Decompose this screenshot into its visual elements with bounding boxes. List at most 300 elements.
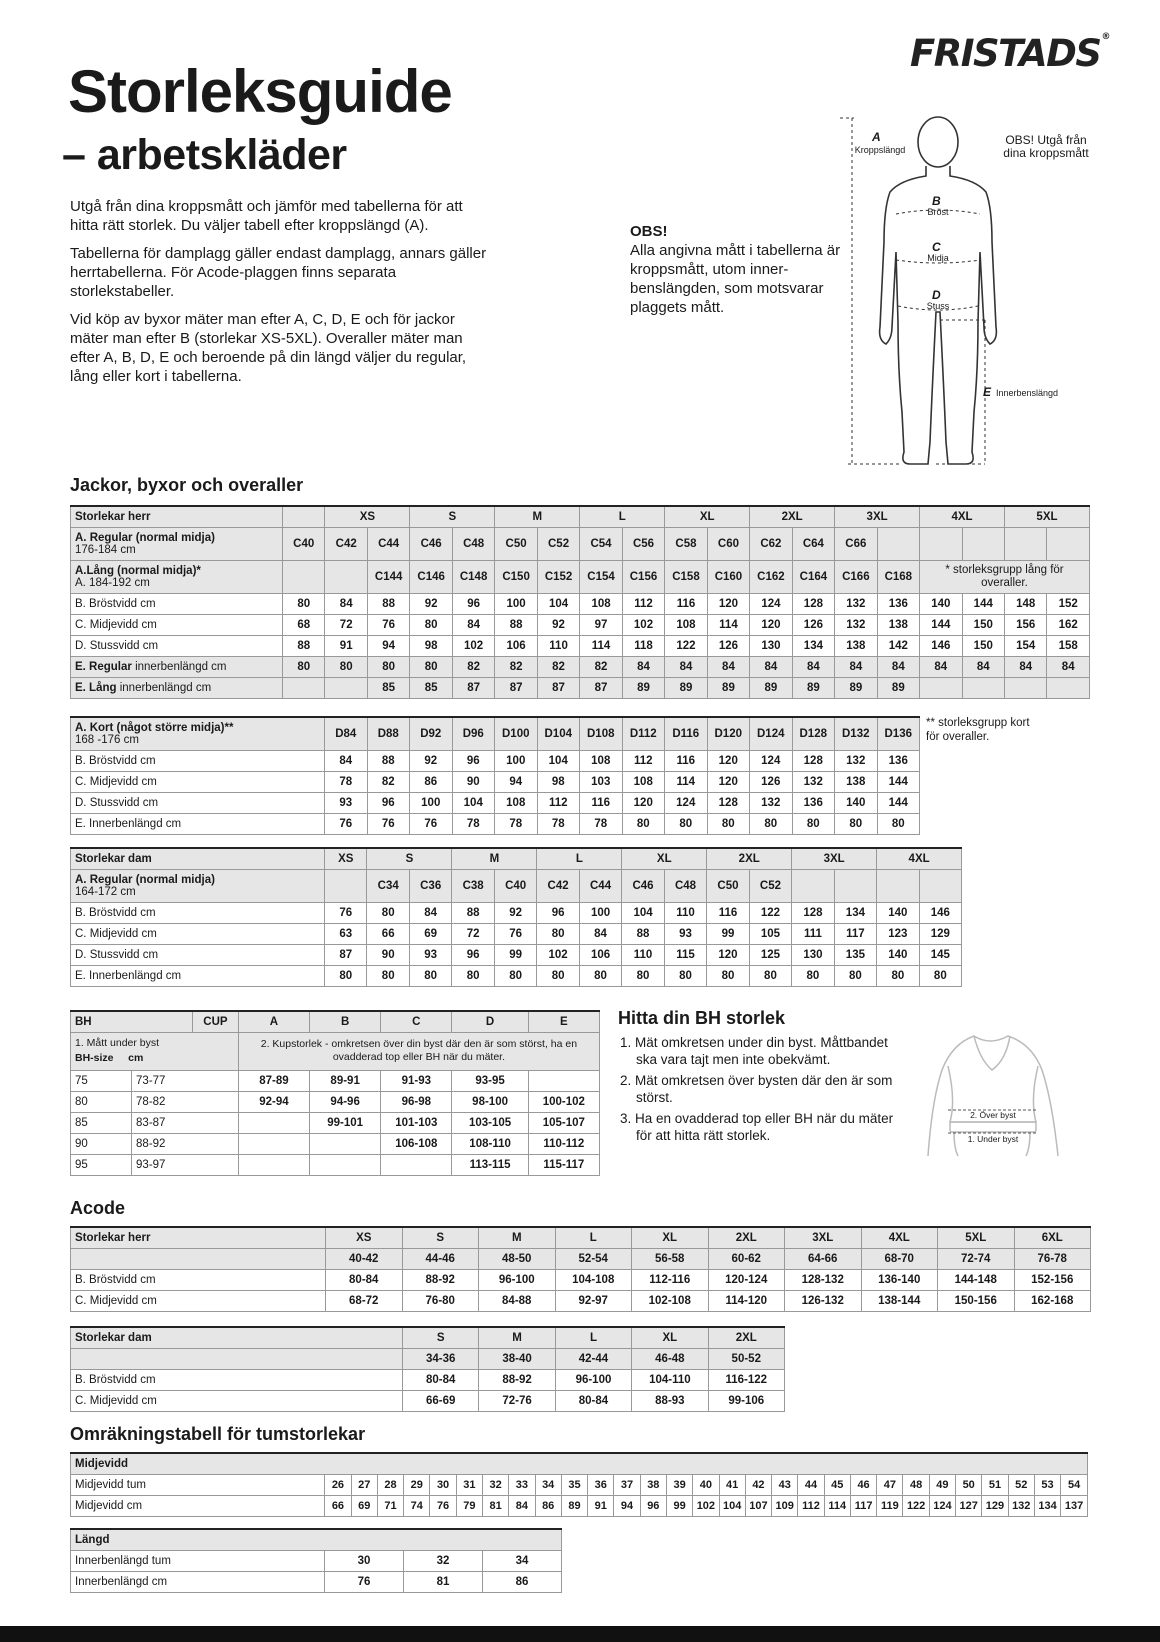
value-cell: 84 xyxy=(877,656,919,677)
value-cell: 89 xyxy=(561,1495,587,1516)
bh-header-row xyxy=(71,1011,600,1032)
value-cell: 82 xyxy=(367,771,410,792)
value-cell: 27 xyxy=(351,1474,377,1495)
row-label: C. Midjevidd cm xyxy=(71,923,325,944)
value-cell: 120-124 xyxy=(708,1269,785,1290)
value-cell: 120 xyxy=(707,771,750,792)
value-cell: 106 xyxy=(495,635,537,656)
table-row xyxy=(71,1571,562,1592)
value-cell: 116 xyxy=(665,750,708,771)
value-cell: 100 xyxy=(410,792,453,813)
value-cell: 30 xyxy=(325,1550,404,1571)
value-cell: 140 xyxy=(835,792,878,813)
value-cell: 154 xyxy=(1005,635,1047,656)
row-label: C. Midjevidd cm xyxy=(71,614,283,635)
value-cell: 33 xyxy=(509,1474,535,1495)
value-cell: 80 xyxy=(707,965,749,986)
size-code: C42 xyxy=(325,527,367,560)
value-cell: 32 xyxy=(404,1550,483,1571)
value-cell: 46 xyxy=(850,1474,876,1495)
cup-value: 105-107 xyxy=(528,1112,599,1133)
value-cell: 150 xyxy=(962,614,1004,635)
figure-letter-b: B xyxy=(932,194,941,208)
value-cell: 119 xyxy=(877,1495,903,1516)
value-cell: 96 xyxy=(452,593,494,614)
value-cell: 122 xyxy=(749,902,791,923)
value-cell: 132 xyxy=(835,614,877,635)
row-label: E. Innerbenlängd cm xyxy=(71,813,325,834)
langd-header: Längd xyxy=(71,1529,562,1550)
value-cell: 84 xyxy=(665,656,707,677)
value-cell: 100 xyxy=(495,750,538,771)
value-cell: 36 xyxy=(588,1474,614,1495)
value-cell: 150-156 xyxy=(938,1290,1015,1311)
value-cell: 80 xyxy=(792,965,834,986)
size-group: 2XL xyxy=(750,506,835,527)
value-cell: 80 xyxy=(750,813,793,834)
value-cell: 87 xyxy=(495,677,537,698)
table-row xyxy=(71,635,1090,656)
value-cell: 66 xyxy=(325,1495,351,1516)
size-range: 48-50 xyxy=(479,1248,556,1269)
value-cell: 88 xyxy=(367,593,409,614)
cup-value: 115-117 xyxy=(528,1154,599,1175)
size-code: D112 xyxy=(622,717,665,750)
value-cell: 122 xyxy=(903,1495,929,1516)
value-cell: 117 xyxy=(850,1495,876,1516)
figure-label-stuss: Stuss xyxy=(926,301,950,311)
value-cell: 74 xyxy=(404,1495,430,1516)
acode-dam-header-label: Storlekar dam xyxy=(71,1327,403,1348)
value-cell: 130 xyxy=(792,944,834,965)
bh-row xyxy=(71,1133,600,1154)
value-cell: 114-120 xyxy=(708,1290,785,1311)
value-cell: 80 xyxy=(367,902,409,923)
langd-table xyxy=(70,1528,562,1593)
value-cell: 69 xyxy=(409,923,451,944)
empty-cell xyxy=(71,1348,403,1369)
cup-value: 91-93 xyxy=(381,1070,452,1091)
herr-header-row xyxy=(71,506,1090,527)
size-code: C144 xyxy=(367,560,409,593)
bh-size: 90 xyxy=(71,1133,132,1154)
intro-paragraph-2: Tabellerna för damplagg gäller endast damplagg, annars gäller herrtabellerna. För Acode-plaggen finns separata storlekstabeller. xyxy=(70,245,487,300)
size-code: C34 xyxy=(367,869,409,902)
size-code: D96 xyxy=(452,717,495,750)
size-range: 60-62 xyxy=(708,1248,785,1269)
section-heading-acode: Acode xyxy=(70,1198,126,1218)
size-code: D104 xyxy=(537,717,580,750)
value-cell: 96-100 xyxy=(555,1369,631,1390)
value-cell: 138 xyxy=(835,771,878,792)
size-code: C166 xyxy=(835,560,877,593)
value-cell: 146 xyxy=(919,902,961,923)
value-cell: 84 xyxy=(579,923,621,944)
table-row xyxy=(71,965,962,986)
value-cell: 88 xyxy=(283,635,325,656)
value-cell: 91 xyxy=(588,1495,614,1516)
cup-value xyxy=(238,1112,309,1133)
value-cell: 144 xyxy=(920,614,962,635)
value-cell: 128 xyxy=(707,792,750,813)
table-row xyxy=(71,813,920,834)
value-cell: 125 xyxy=(749,944,791,965)
value-cell: 128-132 xyxy=(785,1269,862,1290)
value-cell: 110 xyxy=(664,902,706,923)
value-cell: 78 xyxy=(580,813,623,834)
size-code: C36 xyxy=(409,869,451,902)
value-cell: 80 xyxy=(664,965,706,986)
size-range: 44-46 xyxy=(402,1248,479,1269)
size-code: C162 xyxy=(750,560,792,593)
value-cell: 112 xyxy=(798,1495,824,1516)
size-code: C38 xyxy=(452,869,494,902)
value-cell: 81 xyxy=(404,1571,483,1592)
value-cell: 82 xyxy=(452,656,494,677)
size-group: L xyxy=(555,1227,632,1248)
bra-label-under: 1. Under byst xyxy=(967,1134,1019,1144)
bh-size-table xyxy=(70,1010,600,1176)
size-code: D92 xyxy=(410,717,453,750)
value-cell: 66 xyxy=(367,923,409,944)
value-cell: 134 xyxy=(834,902,876,923)
obs-note xyxy=(630,222,860,317)
value-cell: 80 xyxy=(919,965,961,986)
value-cell: 84 xyxy=(452,614,494,635)
size-group: L xyxy=(555,1327,631,1348)
row-label: C. Midjevidd cm xyxy=(71,1390,403,1411)
value-cell: 114 xyxy=(580,635,622,656)
size-group: XL xyxy=(622,848,707,869)
table-row xyxy=(71,614,1090,635)
midjevidd-table xyxy=(70,1452,1088,1517)
size-code xyxy=(792,869,834,902)
cup-value: 92-94 xyxy=(238,1091,309,1112)
value-cell: 107 xyxy=(745,1495,771,1516)
value-cell: 132 xyxy=(792,771,835,792)
value-cell: 103 xyxy=(580,771,623,792)
value-cell: 128 xyxy=(792,750,835,771)
value-cell: 84 xyxy=(920,656,962,677)
value-cell: 72 xyxy=(325,614,367,635)
value-cell: 80 xyxy=(537,923,579,944)
value-cell: 76 xyxy=(325,902,367,923)
table-row xyxy=(71,1550,562,1571)
herr-header-label: Storlekar herr xyxy=(71,506,283,527)
size-group: S xyxy=(410,506,495,527)
value-cell: 44 xyxy=(798,1474,824,1495)
value-cell: 140 xyxy=(877,944,919,965)
size-code xyxy=(962,527,1004,560)
value-cell: 116 xyxy=(580,792,623,813)
size-range: 68-70 xyxy=(861,1248,938,1269)
value-cell: 92 xyxy=(410,593,452,614)
value-cell: 84 xyxy=(1047,656,1089,677)
size-group: XL xyxy=(665,506,750,527)
size-group: 5XL xyxy=(1005,506,1090,527)
bh-size: 80 xyxy=(71,1091,132,1112)
value-cell: 112 xyxy=(537,792,580,813)
value-cell xyxy=(325,677,367,698)
value-cell: 84 xyxy=(325,593,367,614)
value-cell: 92-97 xyxy=(555,1290,632,1311)
value-cell: 39 xyxy=(666,1474,692,1495)
size-code: C56 xyxy=(622,527,664,560)
size-code: C52 xyxy=(537,527,579,560)
value-cell: 53 xyxy=(1034,1474,1060,1495)
value-cell: 102 xyxy=(537,944,579,965)
value-cell: 86 xyxy=(410,771,453,792)
value-cell: 100 xyxy=(495,593,537,614)
value-cell: 104 xyxy=(622,902,664,923)
value-cell: 104-110 xyxy=(632,1369,708,1390)
value-cell xyxy=(1005,677,1047,698)
value-cell xyxy=(920,677,962,698)
row-label: D. Stussvidd cm xyxy=(71,635,283,656)
table-row xyxy=(71,944,962,965)
bh-step: 1. Mät omkretsen under din byst. Måttbandet ska vara tajt men inte obekvämt. xyxy=(620,1035,888,1067)
value-cell: 84 xyxy=(509,1495,535,1516)
size-group: S xyxy=(367,848,452,869)
size-code: C60 xyxy=(707,527,749,560)
figure-note: OBS! Utgå från dina kroppsmått xyxy=(1003,133,1089,160)
cup-header: C xyxy=(381,1011,452,1032)
value-cell: 108 xyxy=(580,750,623,771)
value-cell: 84-88 xyxy=(479,1290,556,1311)
value-cell: 90 xyxy=(367,944,409,965)
value-cell: 82 xyxy=(495,656,537,677)
value-cell: 87 xyxy=(580,677,622,698)
value-cell: 80-84 xyxy=(555,1390,631,1411)
value-cell: 26 xyxy=(325,1474,351,1495)
value-cell: 43 xyxy=(772,1474,798,1495)
value-cell: 126 xyxy=(792,614,834,635)
size-code: D132 xyxy=(835,717,878,750)
value-cell: 144 xyxy=(877,792,920,813)
size-range: 38-40 xyxy=(479,1348,555,1369)
value-cell: 146 xyxy=(920,635,962,656)
value-cell: 78 xyxy=(452,813,495,834)
value-cell: 99 xyxy=(494,944,536,965)
value-cell: 37 xyxy=(614,1474,640,1495)
size-code xyxy=(1005,527,1047,560)
value-cell: 108 xyxy=(495,792,538,813)
size-code: C52 xyxy=(749,869,791,902)
value-cell: 84 xyxy=(1005,656,1047,677)
row-label: C. Midjevidd cm xyxy=(71,771,325,792)
dam-header-label: Storlekar dam xyxy=(71,848,325,869)
size-group: M xyxy=(452,848,537,869)
bh-header-bh: BH xyxy=(71,1011,193,1032)
size-group: 2XL xyxy=(708,1327,784,1348)
value-cell: 80 xyxy=(877,965,919,986)
value-cell: 89 xyxy=(877,677,919,698)
value-cell: 120 xyxy=(750,614,792,635)
row-label: Midjevidd cm xyxy=(71,1495,325,1516)
value-cell: 54 xyxy=(1061,1474,1088,1495)
value-cell: 145 xyxy=(919,944,961,965)
value-cell: 80 xyxy=(409,965,451,986)
intro-paragraph-3: Vid köp av byxor mäter man efter A, C, D, E och för jackor mäter man efter B (storlekar XS-5XL). Overaller mäter man efter A, B, D, E och beroende på din längd väljer du regular, lång eller kort i tabellerna. xyxy=(70,311,467,385)
value-cell: 116-122 xyxy=(708,1369,784,1390)
value-cell: 104 xyxy=(452,792,495,813)
value-cell: 89 xyxy=(792,677,834,698)
value-cell: 136-140 xyxy=(861,1269,938,1290)
size-code: C50 xyxy=(707,869,749,902)
body-outline-icon xyxy=(840,112,1100,482)
value-cell: 104 xyxy=(537,593,579,614)
row-label: Midjevidd tum xyxy=(71,1474,325,1495)
value-cell: 88-92 xyxy=(402,1269,479,1290)
value-cell: 76 xyxy=(410,813,453,834)
size-group: XL xyxy=(632,1227,709,1248)
value-cell: 144 xyxy=(877,771,920,792)
value-cell: 136 xyxy=(877,750,920,771)
value-cell: 104 xyxy=(719,1495,745,1516)
size-range: 46-48 xyxy=(632,1348,708,1369)
value-cell: 127 xyxy=(956,1495,982,1516)
value-cell: 97 xyxy=(580,614,622,635)
value-cell: 138-144 xyxy=(861,1290,938,1311)
cup-value: 100-102 xyxy=(528,1091,599,1112)
value-cell: 123 xyxy=(877,923,919,944)
kort-label: A. Kort (något större midja)** 168 -176 cm xyxy=(71,717,325,750)
figure-label-innerbenslangd: Innerbenslängd xyxy=(996,388,1059,398)
value-cell xyxy=(1047,677,1089,698)
bh-header-cup: CUP xyxy=(193,1011,239,1032)
value-cell: 117 xyxy=(834,923,876,944)
value-cell: 118 xyxy=(622,635,664,656)
value-cell: 63 xyxy=(325,923,367,944)
value-cell: 122 xyxy=(665,635,707,656)
value-cell: 79 xyxy=(456,1495,482,1516)
table-row xyxy=(71,902,962,923)
value-cell: 84 xyxy=(750,656,792,677)
value-cell: 90 xyxy=(452,771,495,792)
bh-step: 3. Ha en ovadderad top eller BH när du mäter för att hitta rätt storlek. xyxy=(620,1111,894,1143)
size-group: 5XL xyxy=(938,1227,1015,1248)
value-cell: 32 xyxy=(482,1474,508,1495)
cup-value xyxy=(238,1154,309,1175)
value-cell: 128 xyxy=(792,593,834,614)
value-cell: 82 xyxy=(580,656,622,677)
value-cell: 114 xyxy=(824,1495,850,1516)
acode-herr-range-row xyxy=(71,1248,1091,1269)
value-cell: 41 xyxy=(719,1474,745,1495)
value-cell: 91 xyxy=(325,635,367,656)
size-code: D120 xyxy=(707,717,750,750)
size-code xyxy=(283,560,325,593)
size-code: C66 xyxy=(835,527,877,560)
value-cell: 84 xyxy=(835,656,877,677)
size-code: C40 xyxy=(283,527,325,560)
value-cell: 104-108 xyxy=(555,1269,632,1290)
value-cell: 136 xyxy=(792,792,835,813)
size-code: C48 xyxy=(664,869,706,902)
size-code xyxy=(325,560,367,593)
size-code: C152 xyxy=(537,560,579,593)
dam-size-table xyxy=(70,847,962,987)
value-cell: 86 xyxy=(535,1495,561,1516)
value-cell: 158 xyxy=(1047,635,1089,656)
value-cell: 42 xyxy=(745,1474,771,1495)
bh-subheader-row: 1. Mått under byst BH-size cm 2. Kupstorlek - omkretsen över din byst där den är som störst, ha en ovadderad top eller BH när du mäter. xyxy=(71,1032,600,1070)
size-code: C46 xyxy=(410,527,452,560)
empty-cell xyxy=(71,1248,326,1269)
value-cell: 68 xyxy=(283,614,325,635)
value-cell: 112 xyxy=(622,750,665,771)
cup-value: 93-95 xyxy=(452,1070,528,1091)
cup-header: E xyxy=(528,1011,599,1032)
cup-value: 87-89 xyxy=(238,1070,309,1091)
value-cell xyxy=(962,677,1004,698)
value-cell: 124 xyxy=(750,593,792,614)
body-measurement-figure xyxy=(840,112,1100,482)
value-cell: 93 xyxy=(325,792,368,813)
size-code: C58 xyxy=(665,527,707,560)
row-label: Innerbenlängd cm xyxy=(71,1571,325,1592)
size-code: C50 xyxy=(495,527,537,560)
langd-header-row xyxy=(71,1529,562,1550)
value-cell: 89 xyxy=(835,677,877,698)
size-group: XL xyxy=(632,1327,708,1348)
acode-dam-range-row xyxy=(71,1348,785,1369)
figure-label-brost: Bröst xyxy=(927,207,949,217)
value-cell: 76 xyxy=(367,813,410,834)
bh-guide-title: Hitta din BH storlek xyxy=(618,1008,786,1028)
table-row xyxy=(71,1290,1091,1311)
size-code: D108 xyxy=(580,717,623,750)
value-cell: 114 xyxy=(665,771,708,792)
value-cell: 78 xyxy=(537,813,580,834)
value-cell: 80 xyxy=(325,965,367,986)
midjevidd-header: Midjevidd xyxy=(71,1453,1088,1474)
value-cell: 110 xyxy=(537,635,579,656)
table-row xyxy=(71,1495,1088,1516)
obs-text: Alla angivna mått i tabellerna är kroppsmått, utom inner-benslängden, som motsvarar plaggets mått. xyxy=(630,242,841,316)
size-code: C168 xyxy=(877,560,919,593)
acode-herr-header-label: Storlekar herr xyxy=(71,1227,326,1248)
size-range: 76-78 xyxy=(1014,1248,1091,1269)
value-cell: 28 xyxy=(377,1474,403,1495)
size-code: D88 xyxy=(367,717,410,750)
bh-size: 85 xyxy=(71,1112,132,1133)
value-cell: 87 xyxy=(452,677,494,698)
row-label: D. Stussvidd cm xyxy=(71,792,325,813)
herr-regular-label: A. Regular (normal midja) 176-184 cm xyxy=(71,527,283,560)
size-code: C154 xyxy=(580,560,622,593)
value-cell: 106 xyxy=(579,944,621,965)
value-cell: 80 xyxy=(367,656,409,677)
value-cell: 92 xyxy=(537,614,579,635)
size-code: D124 xyxy=(750,717,793,750)
value-cell: 116 xyxy=(707,902,749,923)
value-cell: 87 xyxy=(325,944,367,965)
row-label: B. Bröstvidd cm xyxy=(71,593,283,614)
value-cell: 72 xyxy=(452,923,494,944)
size-code: C146 xyxy=(410,560,452,593)
value-cell: 35 xyxy=(561,1474,587,1495)
size-group: XS xyxy=(325,506,410,527)
value-cell: 132 xyxy=(750,792,793,813)
size-group: 6XL xyxy=(1014,1227,1091,1248)
bh-size: 95 xyxy=(71,1154,132,1175)
value-cell: 130 xyxy=(750,635,792,656)
value-cell: 76 xyxy=(325,1571,404,1592)
size-range: 42-44 xyxy=(555,1348,631,1369)
value-cell: 94 xyxy=(367,635,409,656)
value-cell: 81 xyxy=(482,1495,508,1516)
